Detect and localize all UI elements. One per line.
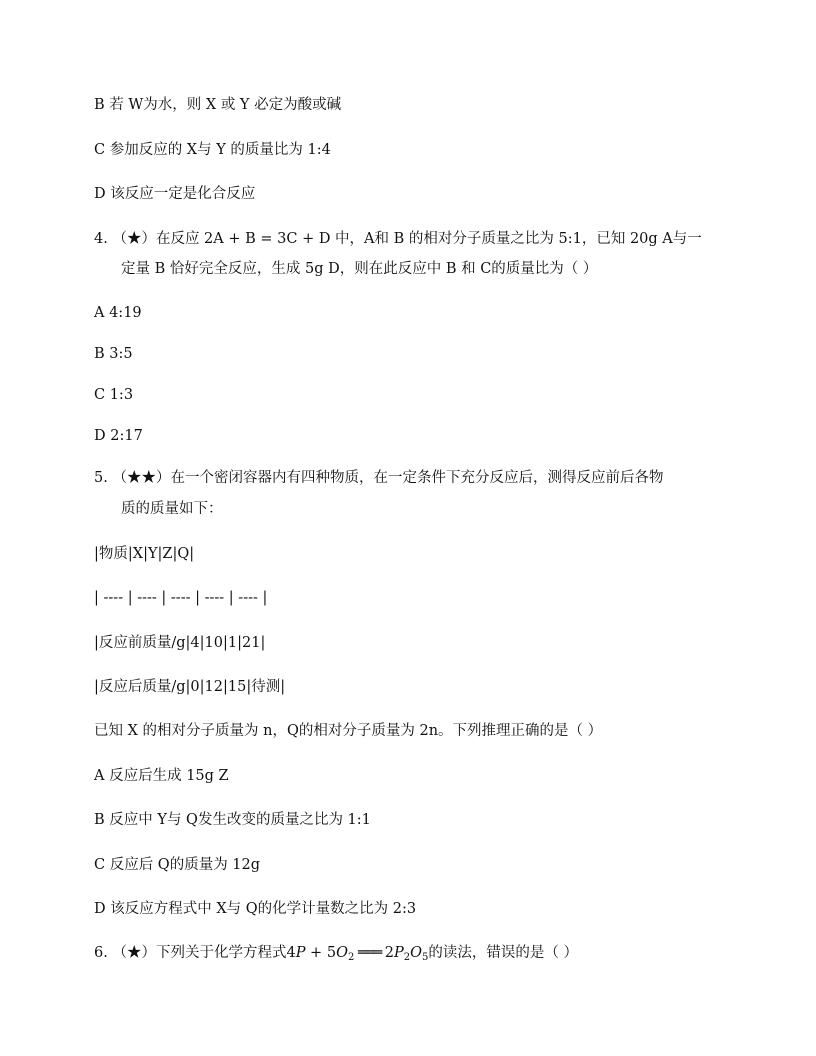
table-header-row: |物质|X|Y|Z|Q| xyxy=(94,546,195,562)
question-6-line1 xyxy=(94,943,578,968)
option-a-q4: A 4:19 xyxy=(94,305,142,321)
option-b-q5: B 反应中 Y与 Q发生改变的质量之比为 1:1 xyxy=(94,812,371,828)
option-d-q4: D 2:17 xyxy=(94,428,143,444)
question-6-suffix: 的读法，错误的是（ ） xyxy=(428,945,578,961)
option-b-q4: B 3:5 xyxy=(94,346,133,362)
option-d-q5: D 该反应方程式中 X与 Q的化学计量数之比为 2:3 xyxy=(94,901,417,917)
option-c-q4: C 1:3 xyxy=(94,387,134,403)
table-row-after: |反应后质量/g|0|12|15|待测| xyxy=(94,679,286,695)
question-6-prefix: 6. （★）下列关于化学方程式 xyxy=(94,945,287,961)
option-a-q5: A 反应后生成 15g Z xyxy=(94,768,229,784)
table-separator-row: | ---- | ---- | ---- | ---- | ---- | xyxy=(94,590,268,606)
question-5-condition: 已知 X 的相对分子质量为 n，Q的相对分子质量为 2n。下列推理正确的是（ ） xyxy=(94,723,603,739)
question-4-line1: 4. （★）在反应 2A + B = 3C + D 中，A和 B 的相对分子质量之比为 5:1，已知 20g A与一 xyxy=(94,231,702,247)
question-5-line1: 5. （★★）在一个密闭容器内有四种物质，在一定条件下充分反应后，测得反应前后各物 xyxy=(94,470,664,486)
chemical-equation: $4P + 5O_2$ ═══ $2P_2O_5$ xyxy=(286,945,429,963)
option-c-q3: C 参加反应的 X与 Y 的质量比为 1:4 xyxy=(94,142,331,158)
option-c-q5: C 反应后 Q的质量为 12g xyxy=(94,857,261,873)
option-b-q3: B 若 W为水，则 X 或 Y 必定为酸或碱 xyxy=(94,97,342,113)
table-row-before: |反应前质量/g|4|10|1|21| xyxy=(94,635,266,651)
question-5-line2: 质的质量如下： xyxy=(121,501,223,517)
option-d-q3: D 该反应一定是化合反应 xyxy=(94,186,256,202)
question-4-line2: 定量 B 恰好完全反应，生成 5g D，则在此反应中 B 和 C的质量比为（ ） xyxy=(121,261,598,277)
